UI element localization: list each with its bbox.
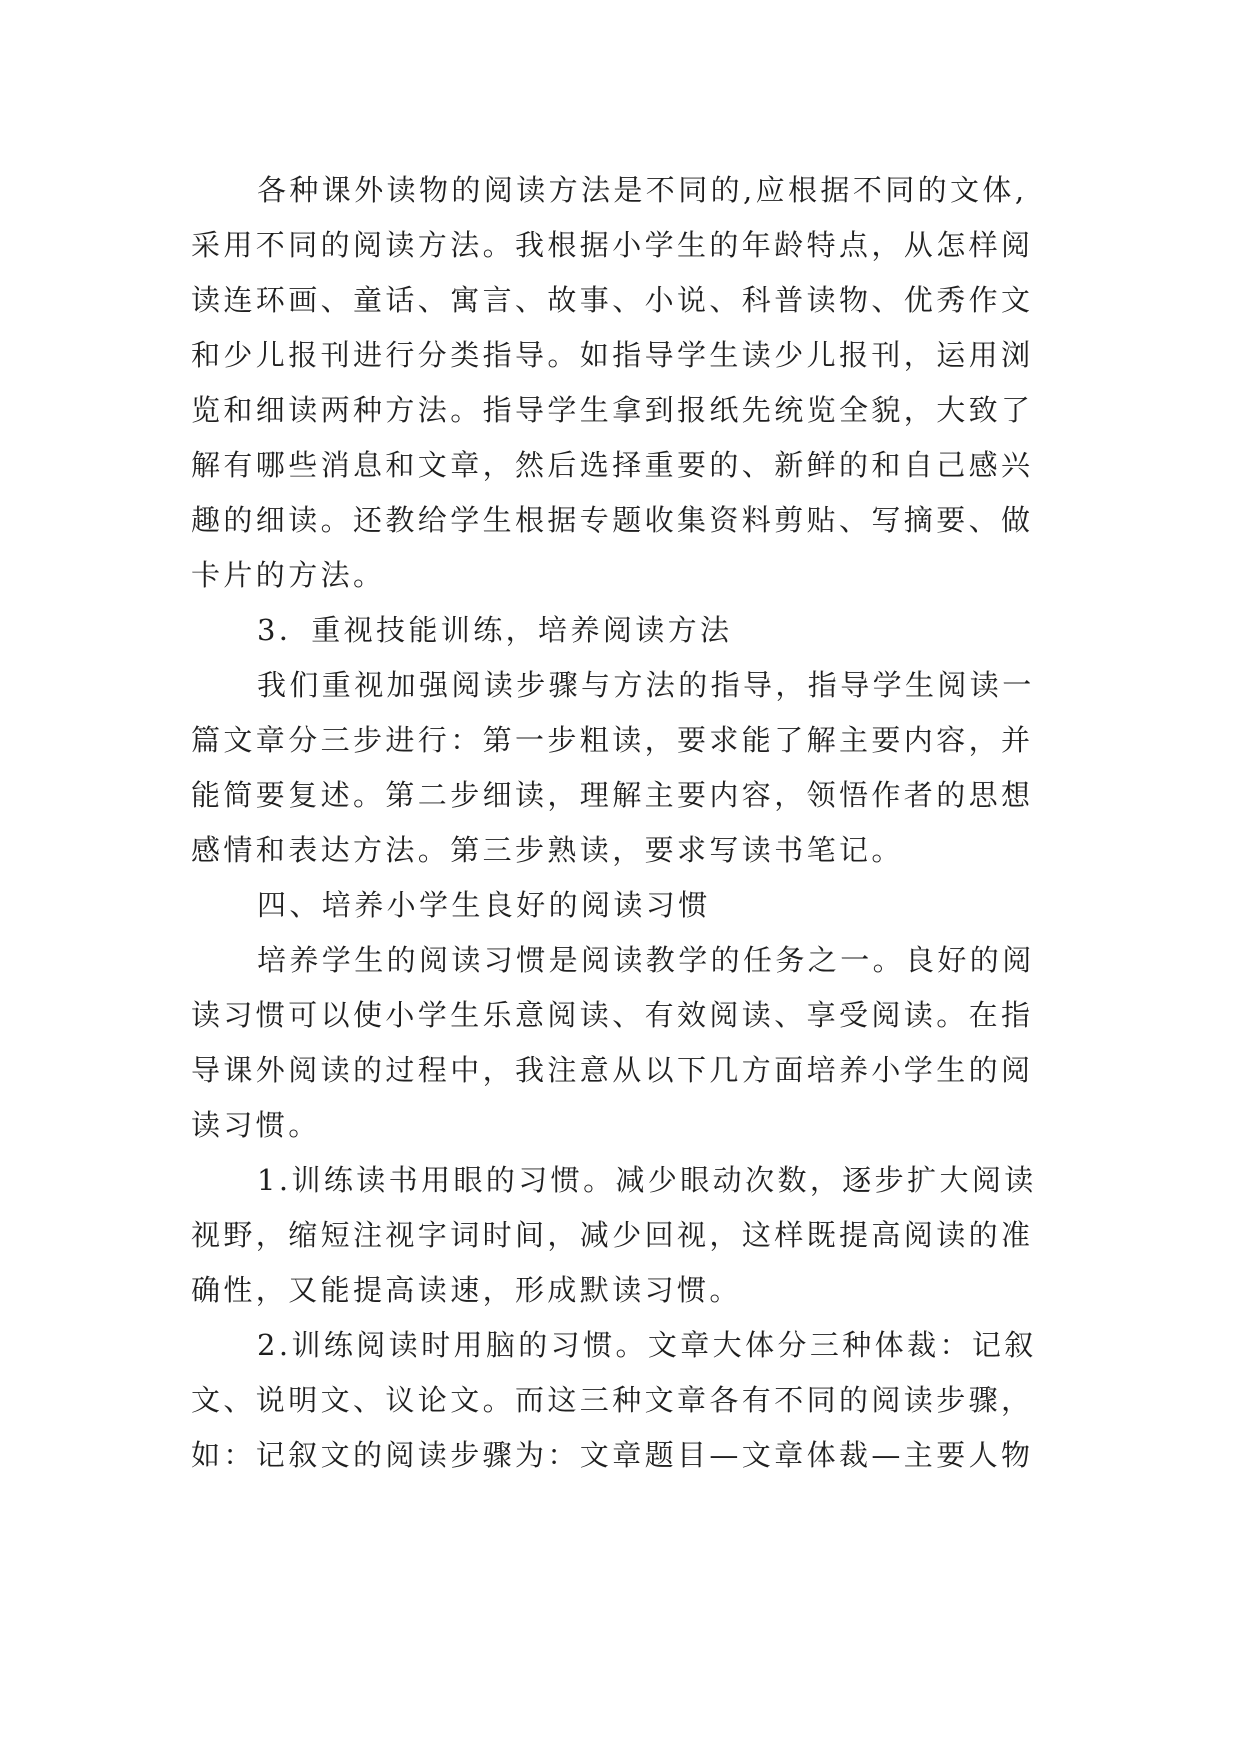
- section-heading: 3．重视技能训练，培养阅读方法: [257, 613, 733, 647]
- paragraph-line: 采用不同的阅读方法。我根据小学生的年龄特点，从怎样阅: [191, 228, 1034, 262]
- paragraph-line: 卡片的方法。: [191, 558, 386, 592]
- paragraph-line: 我们重视加强阅读步骤与方法的指导，指导学生阅读一: [257, 668, 1035, 702]
- paragraph-line: 各种课外读物的阅读方法是不同的,应根据不同的文体,: [257, 173, 1028, 207]
- paragraph-line: 读习惯。: [191, 1108, 321, 1142]
- paragraph-line: 趣的细读。还教给学生根据专题收集资料剪贴、写摘要、做: [191, 503, 1034, 537]
- paragraph-line: 解有哪些消息和文章，然后选择重要的、新鲜的和自己感兴: [191, 448, 1034, 482]
- paragraph-line: 确性，又能提高读速，形成默读习惯。: [191, 1273, 742, 1307]
- paragraph-line: 培养学生的阅读习惯是阅读教学的任务之一。良好的阅: [257, 943, 1035, 977]
- paragraph-line: 和少儿报刊进行分类指导。如指导学生读少儿报刊，运用浏: [191, 338, 1034, 372]
- paragraph-line: 如：记叙文的阅读步骤为：文章题目—文章体裁—主要人物: [191, 1438, 1034, 1472]
- paragraph-line: 篇文章分三步进行：第一步粗读，要求能了解主要内容，并: [191, 723, 1034, 757]
- paragraph-line: 文、说明文、议论文。而这三种文章各有不同的阅读步骤，: [191, 1383, 1034, 1417]
- section-heading: 四、培养小学生良好的阅读习惯: [257, 888, 711, 922]
- paragraph-line: 能简要复述。第二步细读，理解主要内容，领悟作者的思想: [191, 778, 1034, 812]
- paragraph-line: 导课外阅读的过程中，我注意从以下几方面培养小学生的阅: [191, 1053, 1034, 1087]
- paragraph-line: 1.训练读书用眼的习惯。减少眼动次数，逐步扩大阅读: [257, 1163, 1037, 1197]
- paragraph-line: 读连环画、童话、寓言、故事、小说、科普读物、优秀作文: [191, 283, 1034, 317]
- paragraph-line: 读习惯可以使小学生乐意阅读、有效阅读、享受阅读。在指: [191, 998, 1034, 1032]
- paragraph-line: 视野，缩短注视字词时间，减少回视，这样既提高阅读的准: [191, 1218, 1034, 1252]
- paragraph-line: 感情和表达方法。第三步熟读，要求写读书笔记。: [191, 833, 904, 867]
- paragraph-line: 2.训练阅读时用脑的习惯。文章大体分三种体裁：记叙: [257, 1328, 1037, 1362]
- paragraph-line: 览和细读两种方法。指导学生拿到报纸先统览全貌，大致了: [191, 393, 1034, 427]
